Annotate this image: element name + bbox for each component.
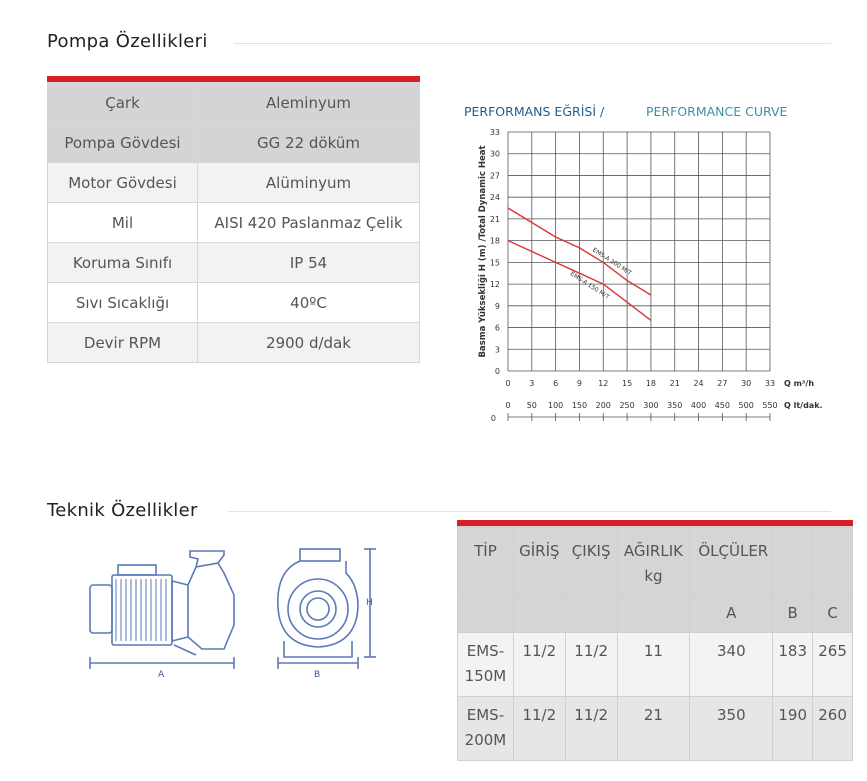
spec-value: 40ºC: [198, 283, 420, 323]
curve-label-200: EMS-A 200 M/T: [591, 246, 633, 277]
x2-zero-label: 0: [490, 414, 496, 423]
x2-tick-label: 50: [526, 401, 537, 410]
tech-subheader-cell: [513, 594, 565, 633]
y-axis-label: Basma Yüksekliği H (m) /Total Dynamic Heat: [478, 145, 488, 358]
y-tick-label: 18: [489, 236, 500, 246]
x-axis-unit: Q m³/h: [784, 379, 815, 388]
spec-value: 2900 d/dak: [198, 323, 420, 363]
performance-curve-chart: [456, 95, 836, 440]
spec-key: Çark: [48, 83, 198, 123]
curve-label-150: EMS-A 150 M/T: [568, 270, 611, 301]
dimension-label-b: B: [314, 670, 321, 680]
x2-tick-label: 500: [738, 401, 754, 410]
y-tick-label: 24: [489, 193, 500, 203]
spec-value: Alüminyum: [198, 163, 420, 203]
tech-data-cell: 265: [813, 633, 853, 697]
x2-tick-label: 100: [547, 401, 564, 410]
x-tick-label: 27: [717, 379, 728, 388]
spec-row: [48, 83, 420, 123]
spec-row: [48, 243, 420, 283]
section-title-technical: Teknik Özellikler: [47, 500, 198, 521]
tech-data-cell: 11/2: [513, 633, 565, 697]
tech-data-cell: 260: [813, 697, 853, 761]
x-tick-label: 30: [741, 379, 752, 388]
x-tick-label: 9: [576, 379, 583, 388]
x-tick-label: 24: [693, 379, 704, 388]
spec-key: Koruma Sınıfı: [48, 243, 198, 283]
dimension-label-h: H: [366, 598, 373, 608]
spec-value: AISI 420 Paslanmaz Çelik: [198, 203, 420, 243]
x-tick-label: 12: [598, 379, 609, 388]
tech-header-cell: ÖLÇÜLER: [690, 527, 773, 594]
spec-key: Motor Gövdesi: [48, 163, 198, 203]
y-tick-label: 21: [489, 214, 500, 224]
dimension-label-a: A: [158, 670, 165, 680]
tech-header-row: [458, 527, 853, 594]
tech-data-cell: 11/2: [565, 697, 617, 761]
y-tick-label: 6: [494, 323, 500, 333]
spec-row: [48, 323, 420, 363]
spec-row: [48, 123, 420, 163]
y-tick-label: 33: [489, 128, 500, 137]
tech-header-cell: TİP: [458, 527, 514, 594]
tech-data-row: [458, 633, 853, 697]
tech-header-cell: [773, 527, 813, 594]
x2-axis-unit: Q lt/dak.: [784, 401, 823, 410]
y-tick-label: 0: [494, 367, 500, 376]
tech-data-cell: 190: [773, 697, 813, 761]
tech-subheader-row: [458, 594, 853, 633]
spec-row: [48, 283, 420, 323]
spec-row: [48, 203, 420, 243]
tech-header-cell: GİRİŞ: [513, 527, 565, 594]
tech-header-cell: ÇIKIŞ: [565, 527, 617, 594]
terminal-box: [118, 565, 156, 575]
tech-subheader-cell: [458, 594, 514, 633]
tech-data-cell: EMS-200M: [458, 697, 514, 761]
tech-subheader-cell: [617, 594, 690, 633]
section-title-pump-features: Pompa Özellikleri: [47, 31, 208, 52]
tech-data-cell: 21: [617, 697, 690, 761]
x2-tick-label: 400: [690, 401, 707, 410]
technical-specs-table: [457, 520, 853, 761]
spec-key: Mil: [48, 203, 198, 243]
tech-data-row: [458, 697, 853, 761]
spec-key: Pompa Gövdesi: [48, 123, 198, 163]
spec-value: IP 54: [198, 243, 420, 283]
chart-title-tr: PERFORMANS EĞRİSİ /: [464, 104, 605, 119]
y-tick-label: 30: [489, 149, 500, 159]
y-tick-label: 3: [494, 345, 500, 355]
pump-specs-table: [47, 76, 420, 363]
tech-data-cell: 11: [617, 633, 690, 697]
x-tick-label: 18: [645, 379, 657, 388]
spec-value: Aleminyum: [198, 83, 420, 123]
x2-tick-label: 0: [505, 401, 511, 410]
x-tick-label: 15: [621, 379, 633, 388]
title-divider: [234, 43, 831, 44]
spec-value: GG 22 döküm: [198, 123, 420, 163]
spec-row: [48, 163, 420, 203]
tech-data-cell: 11/2: [513, 697, 565, 761]
x-tick-label: 21: [669, 379, 680, 388]
x2-tick-label: 250: [619, 401, 635, 410]
tech-data-cell: EMS-150M: [458, 633, 514, 697]
x-tick-label: 33: [764, 379, 776, 388]
chart-title-en: PERFORMANCE CURVE: [646, 104, 788, 119]
y-tick-label: 9: [494, 301, 500, 311]
tech-data-cell: 340: [690, 633, 773, 697]
x-tick-label: 0: [505, 379, 511, 388]
y-tick-label: 12: [489, 280, 500, 290]
tech-subheader-cell: B: [773, 594, 813, 633]
x-tick-label: 6: [553, 379, 559, 388]
tech-subheader-cell: A: [690, 594, 773, 633]
tech-data-cell: 183: [773, 633, 813, 697]
tech-header-cell: [813, 527, 853, 594]
x2-tick-label: 300: [643, 401, 659, 410]
tech-data-cell: 11/2: [565, 633, 617, 697]
tech-subheader-cell: [565, 594, 617, 633]
tech-data-cell: 350: [690, 697, 773, 761]
motor-end-cap: [90, 585, 112, 633]
x2-tick-label: 450: [714, 401, 731, 410]
y-tick-label: 15: [489, 258, 500, 268]
spec-key: Sıvı Sıcaklığı: [48, 283, 198, 323]
x2-tick-label: 150: [571, 401, 588, 410]
y-tick-label: 27: [489, 171, 500, 181]
tech-header-cell: AĞIRLIK kg: [617, 527, 690, 594]
x2-tick-label: 550: [762, 401, 778, 410]
pump-dimension-drawing: [78, 545, 388, 685]
x2-tick-label: 350: [667, 401, 683, 410]
x2-tick-label: 200: [595, 401, 611, 410]
x-tick-label: 3: [529, 379, 535, 388]
tech-subheader-cell: C: [813, 594, 853, 633]
spec-key: Devir RPM: [48, 323, 198, 363]
title-divider: [228, 511, 831, 512]
